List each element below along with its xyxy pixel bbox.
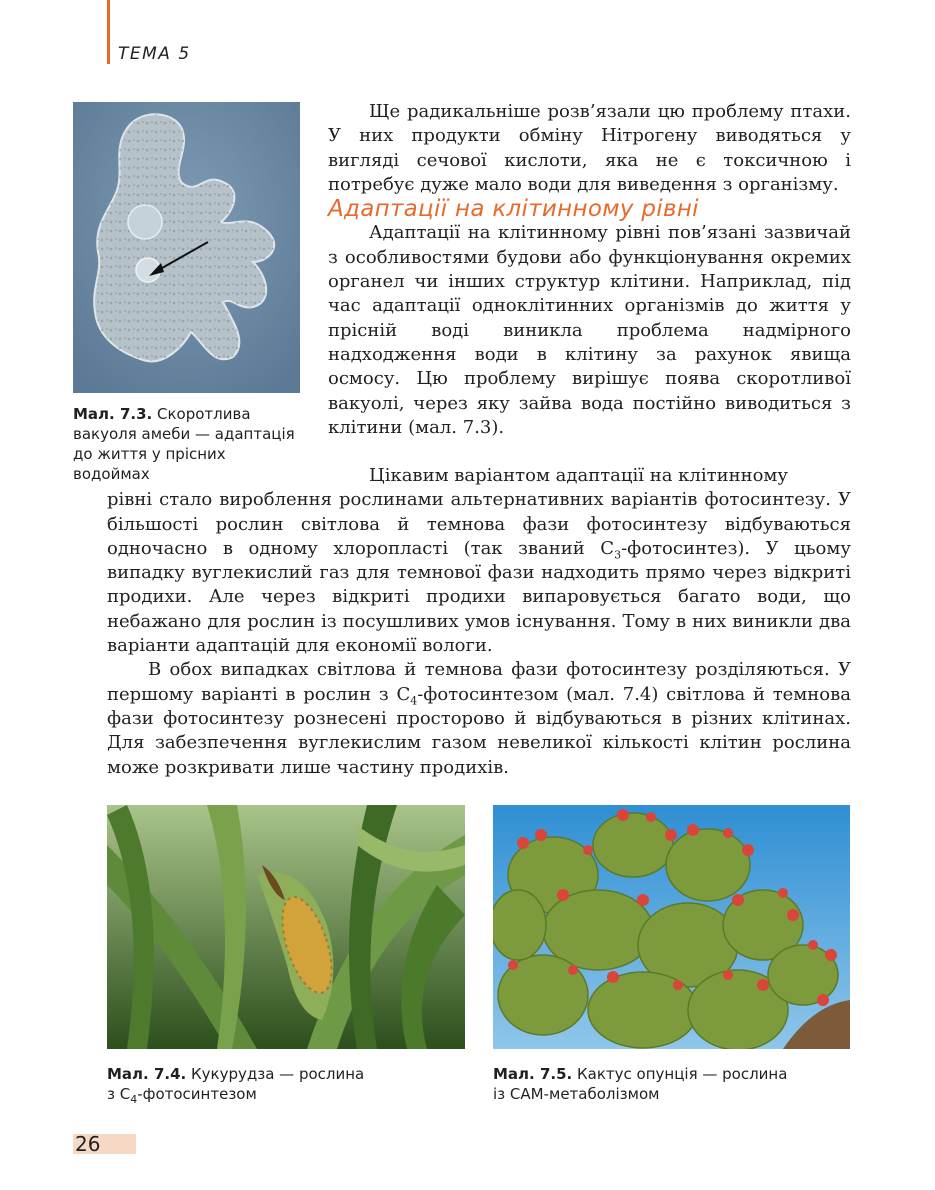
corn-image xyxy=(107,805,465,1049)
figure-label: Мал. 7.5. xyxy=(493,1065,573,1083)
figure-caption-text: із САМ-метаболізмом xyxy=(493,1085,660,1103)
full-width-text xyxy=(107,464,851,780)
section-paragraph: Адаптації на клітинному рівні пов’язані зазвичай з особливостями будови або функціонування окремих органел чи інших структур клітини. Наприклад, під час адаптації одноклітинних організмів до життя у прісній воді виникла проблема надмірного надходження води в клітину за рахунок явища осмосу. Цю проблему вирішує поява скоротливої вакуолі, через яку зайва вода постійно виводиться з клітини (мал. 7.3). xyxy=(328,222,851,438)
figure-label: Мал. 7.4. xyxy=(107,1065,187,1083)
paragraph-2-first-line: Цікавим варіантом адаптації на клітинному xyxy=(369,465,788,486)
header-accent-bar xyxy=(107,0,110,64)
paragraph-2-subscript: 3 xyxy=(614,548,622,562)
figure-caption-text: Кукурудза — рослина xyxy=(191,1065,365,1083)
figure-caption-subscript: 4 xyxy=(130,1093,138,1106)
paragraph-3-subscript: 4 xyxy=(410,694,418,708)
paragraph-3-text-a: В обох випадках світлова й темнова фази фотосинтезу розділяються. У першому варіанті в рослин з С xyxy=(107,659,851,705)
paragraph-2 xyxy=(107,464,851,658)
page-number-box xyxy=(73,1134,136,1154)
paragraph-3-text-b: -фотосинтезом (мал. 7.4) світлова й темнова фази фотосинтезу рознесені просторово й відбуваються в різних клітинах. Для забезпечення вуглекислим газом невеликої кількості клітин рослина може розкривати лише частину продихів. xyxy=(107,683,851,778)
paragraph-2-text-b: -фотосинтез). У цьому випадку вуглекислий газ для темнової фази надходить прямо через відкриті продихи. Але через відкриті продихи випаровується багато води, що небажано для рослин із посушливих умов існування. Тому в них виникли два варіанти адаптацій для економії вологи. xyxy=(107,537,851,657)
paragraph-3 xyxy=(107,658,851,779)
intro-paragraph: Ще радикальніше розв’язали цю проблему птахи. У них продукти обміну Нітрогену виводяться у вигляді сечової кислоти, яка не є токсичною і потребує дуже мало води для виведення з організму. xyxy=(328,101,851,195)
figure-label: Мал. 7.3. xyxy=(73,405,153,423)
figure-caption-text: з С xyxy=(107,1085,131,1103)
page-number: 26 xyxy=(75,1132,101,1156)
figure-caption-text: Скоротлива вакуоля амеби — адаптація до життя у прісних водоймах xyxy=(73,405,295,483)
cactus-image xyxy=(493,805,850,1049)
figure-7-5-caption xyxy=(493,1064,833,1104)
amoeba-image xyxy=(73,102,300,393)
topic-label: ТЕМА 5 xyxy=(118,44,191,64)
section-heading: Адаптації на клітинному рівні xyxy=(328,196,699,223)
figure-7-4-caption xyxy=(107,1064,447,1104)
right-column-text xyxy=(328,100,851,440)
figure-caption-text: -фотосинтезом xyxy=(137,1085,257,1103)
figure-caption-text: Кактус опунція — рослина xyxy=(577,1065,788,1083)
paragraph-2-text-a: рівні стало вироблення рослинами альтернативних варіантів фотосинтезу. У більшості рослин світлова й темнова фази фотосинтезу відбуваються одночасно в одному хлоропласті (так званий С xyxy=(107,489,851,559)
